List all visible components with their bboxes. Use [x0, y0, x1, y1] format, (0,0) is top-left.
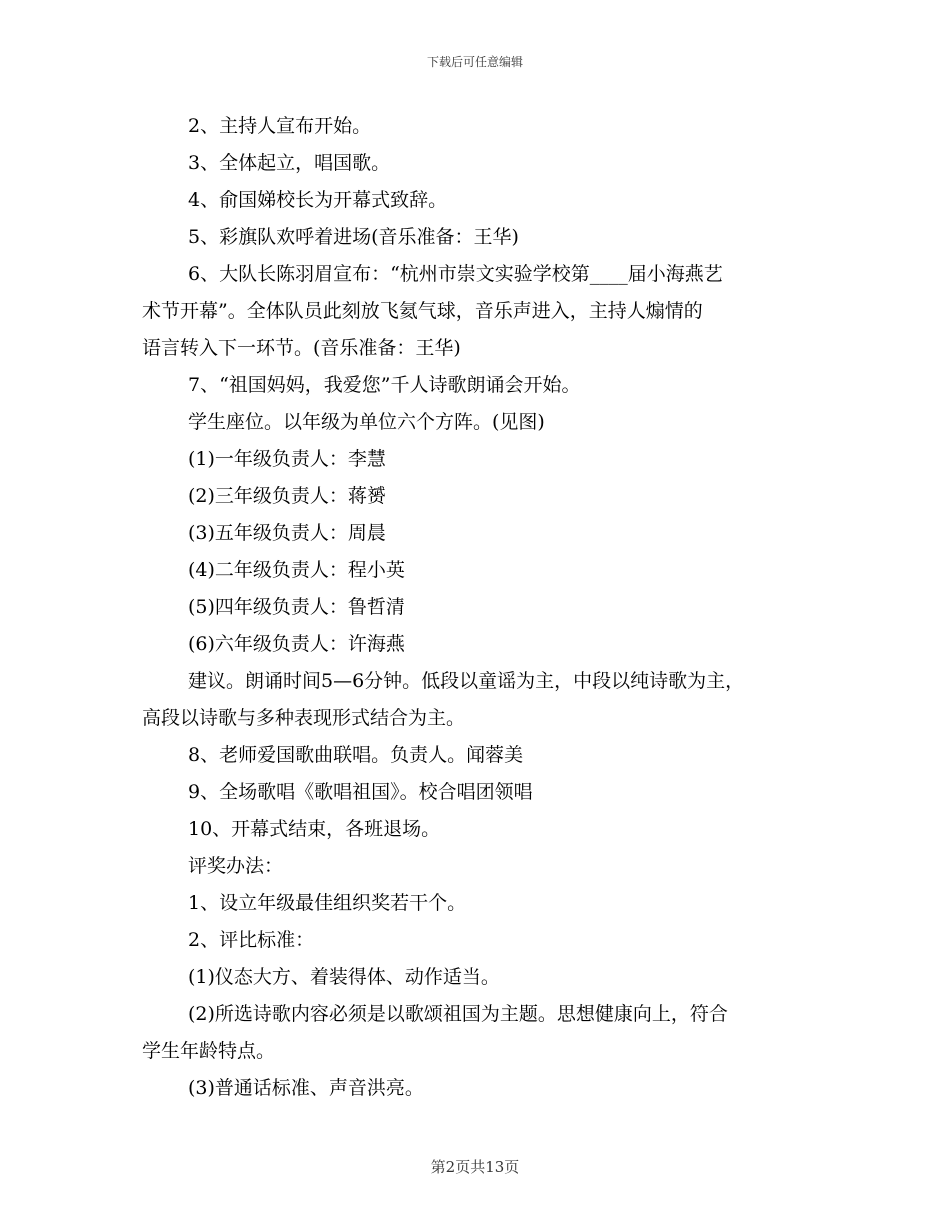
list-item: (3)五年级负责人：周晨: [188, 522, 386, 544]
list-item: (4)二年级负责人：程小英: [188, 559, 405, 581]
list-item: (3)普通话标准、声音洪亮。: [188, 1077, 424, 1099]
list-item: (2)三年级负责人：蒋赟: [188, 485, 386, 507]
text-line: 9、全场歌唱《歌唱祖国》。校合唱团领唱: [188, 781, 533, 803]
text-line: 术节开幕”。全体队员此刻放飞氦气球，音乐声进入，主持人煽情的: [142, 300, 703, 322]
list-item: (1)一年级负责人：李慧: [188, 448, 386, 470]
page-header: 下载后可任意编辑: [426, 55, 523, 69]
document-body: [142, 108, 810, 1107]
text-line: 8、老师爱国歌曲联唱。负责人。闻蓉美: [188, 744, 524, 766]
text-line: 6、大队长陈羽眉宣布：“杭州市崇文实验学校第____届小海燕艺: [188, 263, 723, 285]
text-line: 建议。朗诵时间5—6分钟。低段以童谣为主，中段以纯诗歌为主，: [188, 670, 745, 692]
text-line: 4、俞国娣校长为开幕式致辞。: [188, 189, 448, 211]
list-item: (1)仪态大方、着装得体、动作适当。: [188, 966, 500, 988]
text-line: 语言转入下一环节。(音乐准备：王华): [142, 337, 461, 359]
text-line: 7、“祖国妈妈，我爱您”千人诗歌朗诵会开始。: [188, 374, 581, 396]
list-item: (2)所选诗歌内容必须是以歌颂祖国为主题。思想健康向上，符合: [188, 1003, 728, 1025]
text-line: 2、主持人宣布开始。: [188, 115, 372, 137]
section-heading: 评奖办法：: [188, 855, 284, 877]
text-line: 3、全体起立，唱国歌。: [188, 152, 391, 174]
text-line: 学生座位。以年级为单位六个方阵。(见图): [188, 411, 545, 433]
list-item: (5)四年级负责人：鲁哲清: [188, 596, 405, 618]
text-line: 高段以诗歌与多种表现形式结合为主。: [142, 707, 466, 729]
text-line: 5、彩旗队欢呼着进场(音乐准备：王华): [188, 226, 519, 248]
page-footer: 第2页共13页: [430, 1158, 520, 1176]
text-line: 10、开幕式结束，各班退场。: [188, 818, 441, 840]
text-line: 学生年龄特点。: [142, 1040, 276, 1062]
list-item: (6)六年级负责人：许海燕: [188, 633, 405, 655]
text-line: 1、设立年级最佳组织奖若干个。: [188, 892, 467, 914]
text-line: 2、评比标准：: [188, 929, 315, 951]
